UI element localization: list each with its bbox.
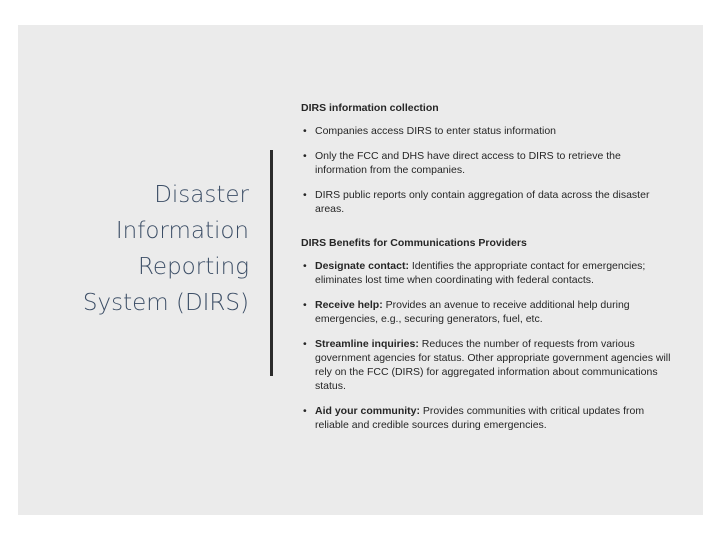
list-item: • DIRS public reports only contain aggregation of data across the disaster areas. [301, 188, 671, 216]
info-collection-list [301, 124, 671, 216]
title-line: Disaster [154, 182, 249, 208]
list-item [301, 259, 671, 287]
benefit-term: Aid your community: [315, 405, 421, 417]
benefit-term: Streamline inquiries: [315, 338, 419, 350]
slide-content [301, 101, 671, 443]
section-heading-benefits: DIRS Benefits for Communications Providers [301, 237, 527, 249]
list-item [301, 337, 671, 393]
list-item [301, 298, 671, 326]
list-item: • Companies access DIRS to enter status information [301, 124, 671, 138]
vertical-divider [270, 150, 273, 376]
benefit-text: Reduces the number of requests from various government agencies for status. Other appropriate government agencies will rely on the FCC (DIRS) for aggregated information about communications status. [315, 338, 671, 392]
benefit-text: Provides communities with critical updates from reliable and credible sources during emergencies. [315, 405, 645, 431]
list-item [301, 404, 671, 432]
benefit-term: Receive help: [315, 299, 383, 311]
benefit-text: Identifies the appropriate contact for emergencies; eliminates lost time when coordinating with federal contacts. [315, 260, 646, 286]
slide-title [29, 177, 249, 321]
benefits-list [301, 259, 671, 432]
title-line: Reporting [137, 254, 249, 280]
title-line: Information [115, 218, 249, 244]
list-item: • Only the FCC and DHS have direct access to DIRS to retrieve the information from the companies. [301, 149, 671, 177]
benefit-text: Provides an avenue to receive additional help during emergencies, e.g., securing generators, fuel, etc. [315, 299, 630, 325]
benefit-term: Designate contact: [315, 260, 409, 272]
title-line: System (DIRS) [82, 290, 249, 316]
section-heading-info-collection: DIRS information collection [301, 102, 439, 114]
